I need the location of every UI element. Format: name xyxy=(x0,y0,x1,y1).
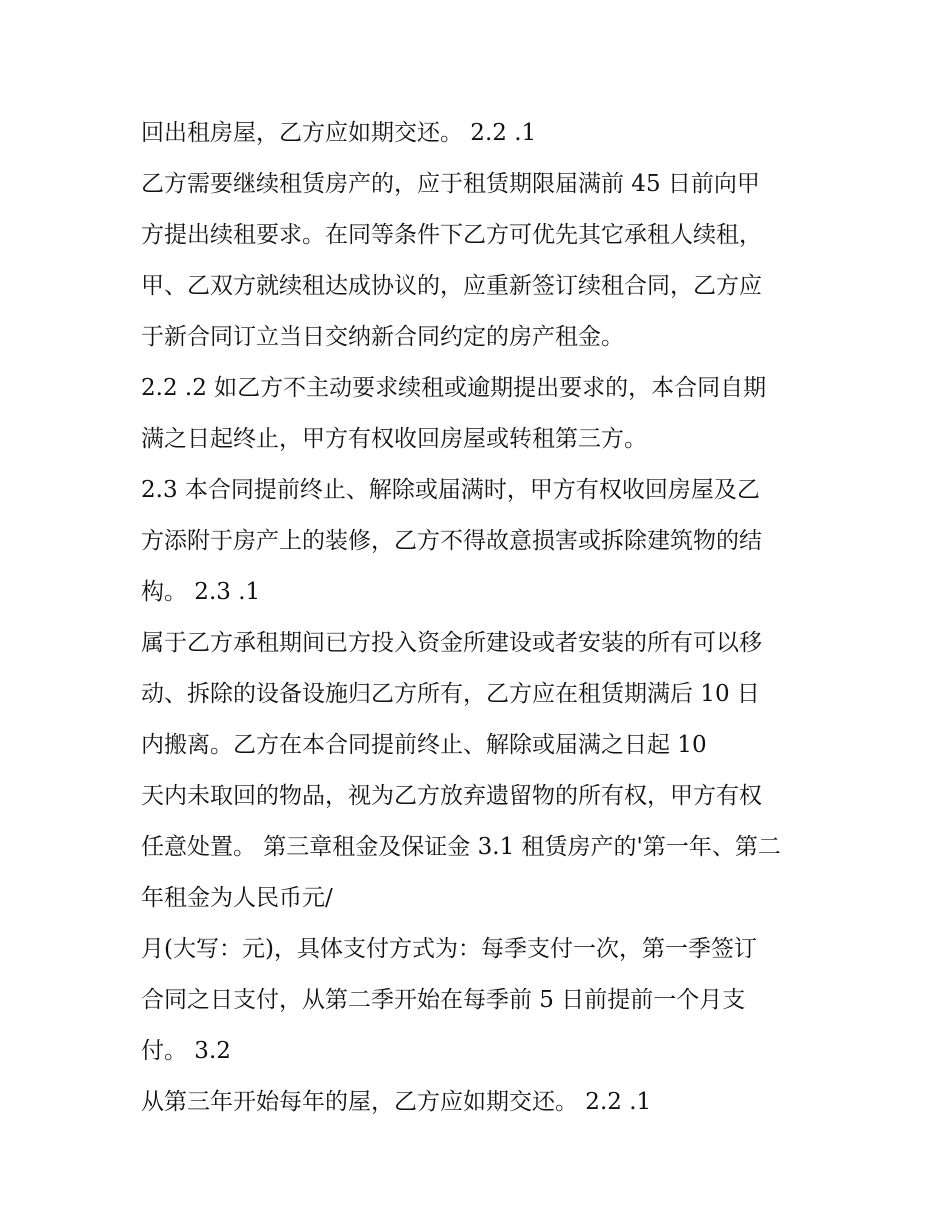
text-line: 甲、乙双方就续租达成协议的，应重新签订续租合同，乙方应 xyxy=(141,273,762,299)
text-line: 于新合同订立当日交纳新合同约定的房产租金。 xyxy=(141,324,624,350)
text-line: 2.3 本合同提前终止、解除或届满时，甲方有权收回房屋及乙 xyxy=(141,477,760,503)
text-line: 任意处置。 第三章租金及保证金 3.1 租赁房产的'第一年、第二 xyxy=(141,834,781,860)
text-line: 2.2 .2 如乙方不主动要求续租或逾期提出要求的，本合同自期 xyxy=(141,375,767,401)
text-line: 从第三年开始每年的屋，乙方应如期交还。 2.2 .1 xyxy=(141,1089,652,1115)
text-line: 内搬离。乙方在本合同提前终止、解除或届满之日起 10 xyxy=(141,732,707,758)
text-line: 满之日起终止，甲方有权收回房屋或转租第三方。 xyxy=(141,426,647,452)
text-line: 构。 2.3 .1 xyxy=(141,579,261,605)
text-line: 动、拆除的设备设施归乙方所有，乙方应在租赁期满后 10 日 xyxy=(141,681,760,707)
text-line: 付。 3.2 xyxy=(141,1038,231,1064)
text-line: 月(大写：元)，具体支付方式为：每季支付一次，第一季签订 xyxy=(141,936,757,962)
text-line: 回出租房屋，乙方应如期交还。 2.2 .1 xyxy=(141,120,537,146)
text-line: 乙方需要继续租赁房产的，应于租赁期限届满前 45 日前向甲 xyxy=(141,171,760,197)
document-body xyxy=(141,108,831,1128)
text-line: 方提出续租要求。在同等条件下乙方可优先其它承租人续租， xyxy=(141,222,762,248)
text-line: 年租金为人民币元/ xyxy=(141,885,333,911)
text-line: 合同之日支付，从第二季开始在每季前 5 日前提前一个月支 xyxy=(141,987,746,1013)
text-line: 方添附于房产上的装修，乙方不得故意损害或拆除建筑物的结 xyxy=(141,528,762,554)
text-line: 属于乙方承租期间已方投入资金所建设或者安装的所有可以移 xyxy=(141,630,762,656)
text-line: 天内未取回的物品，视为乙方放弃遗留物的所有权，甲方有权 xyxy=(141,783,762,809)
